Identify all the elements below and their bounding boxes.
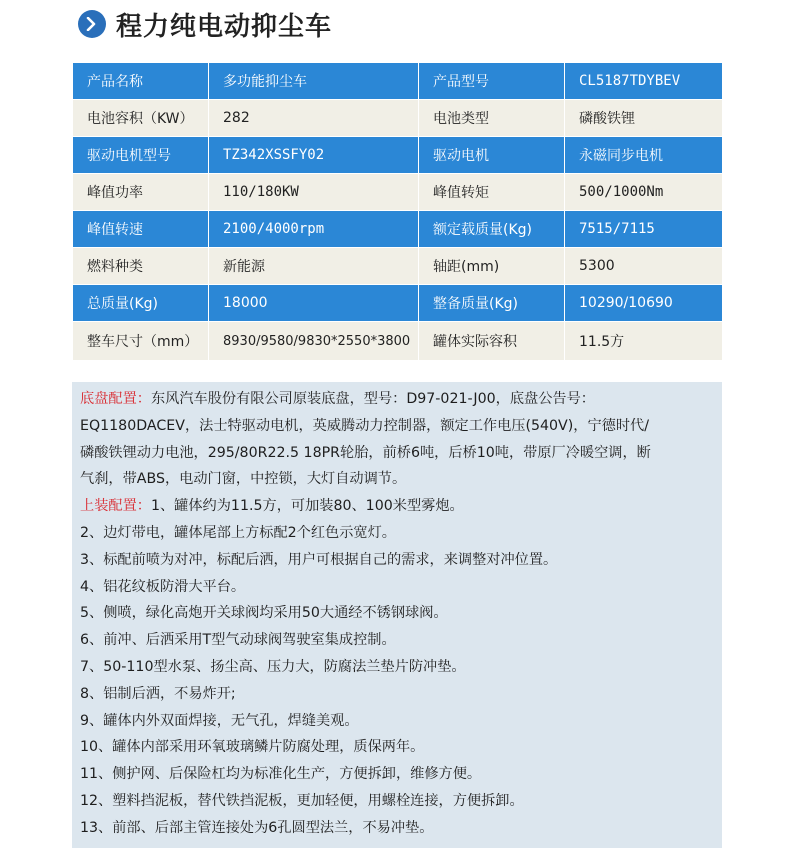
spec-key: 总质量(Kg) xyxy=(73,285,209,322)
spec-value: 8930/9580/9830*2550*3800 xyxy=(209,322,419,361)
upper-item: 11、侧护网、后保险杠均为标准化生产，方便拆卸，维修方便。 xyxy=(80,766,482,783)
spec-row xyxy=(73,248,723,285)
spec-key: 轴距(mm) xyxy=(419,248,565,285)
spec-value: 282 xyxy=(209,100,419,137)
upper-item: 5、侧喷，绿化高炮开关球阀均采用50大通经不锈钢球阀。 xyxy=(80,605,448,622)
spec-key: 产品型号 xyxy=(419,63,565,100)
spec-row xyxy=(73,63,723,100)
spec-value: 110/180KW xyxy=(209,174,419,211)
spec-key: 额定载质量(Kg) xyxy=(419,211,565,248)
spec-key: 整车尺寸（mm） xyxy=(73,322,209,361)
spec-key: 驱动电机 xyxy=(419,137,565,174)
page-header xyxy=(78,6,332,42)
config-notes xyxy=(72,382,722,848)
spec-value: 5300 xyxy=(565,248,723,285)
spec-value: CL5187TDYBEV xyxy=(565,63,723,100)
spec-value: TZ342XSSFY02 xyxy=(209,137,419,174)
upper-item: 4、铝花纹板防滑大平台。 xyxy=(80,578,246,595)
spec-key: 峰值功率 xyxy=(73,174,209,211)
spec-value: 2100/4000rpm xyxy=(209,211,419,248)
upper-item: 13、前部、后部主管连接处为6孔圆型法兰，不易冲垫。 xyxy=(80,819,434,836)
spec-row xyxy=(73,137,723,174)
chassis-line: 磷酸铁锂动力电池，295/80R22.5 18PR轮胎，前桥6吨，后桥10吨，带原厂冷暖空调，断 xyxy=(80,444,651,461)
spec-value: 11.5方 xyxy=(565,322,723,361)
spec-row xyxy=(73,322,723,361)
spec-key: 燃料种类 xyxy=(73,248,209,285)
spec-table xyxy=(72,62,723,361)
spec-value: 10290/10690 xyxy=(565,285,723,322)
spec-value: 新能源 xyxy=(209,248,419,285)
spec-key: 整备质量(Kg) xyxy=(419,285,565,322)
chevron-right-icon xyxy=(78,10,106,38)
upper-item: 上装配置：1、罐体约为11.5方，可加装80、100米型雾炮。 xyxy=(80,498,464,515)
spec-key: 电池容积（KW） xyxy=(73,100,209,137)
upper-item: 8、铝制后洒，不易炸开; xyxy=(80,685,236,702)
spec-value: 多功能抑尘车 xyxy=(209,63,419,100)
spec-key: 峰值转矩 xyxy=(419,174,565,211)
spec-key: 驱动电机型号 xyxy=(73,137,209,174)
spec-row xyxy=(73,100,723,137)
chassis-line: 底盘配置：东风汽车股份有限公司原装底盘，型号：D97-021-J00，底盘公告号： xyxy=(80,391,595,407)
upper-item: 2、边灯带电，罐体尾部上方标配2个红色示宽灯。 xyxy=(80,524,396,541)
upper-item: 10、罐体内部采用环氧玻璃鳞片防腐处理，质保两年。 xyxy=(80,739,425,756)
upper-item: 12、塑料挡泥板，替代铁挡泥板，更加轻便，用螺栓连接，方便拆卸。 xyxy=(80,792,524,809)
chassis-label: 底盘配置： xyxy=(80,391,151,407)
spec-value: 18000 xyxy=(209,285,419,322)
spec-key: 罐体实际容积 xyxy=(419,322,565,361)
spec-value: 磷酸铁锂 xyxy=(565,100,723,137)
spec-row xyxy=(73,211,723,248)
spec-row xyxy=(73,174,723,211)
spec-value: 500/1000Nm xyxy=(565,174,723,211)
spec-row xyxy=(73,285,723,322)
chassis-line: 气刹，带ABS，电动门窗，中控锁，大灯自动调节。 xyxy=(80,471,407,488)
spec-key: 产品名称 xyxy=(73,63,209,100)
spec-key: 峰值转速 xyxy=(73,211,209,248)
page-title: 程力纯电动抑尘车 xyxy=(116,11,333,42)
upper-item: 3、标配前喷为对冲，标配后洒，用户可根据自己的需求，来调整对冲位置。 xyxy=(80,551,558,568)
chassis-line: EQ1180DACEV，法士特驱动电机，英威腾动力控制器，额定工作电压(540V)，宁德时代/ xyxy=(80,417,650,434)
spec-value: 7515/7115 xyxy=(565,211,723,248)
upper-item: 6、前冲、后洒采用T型气动球阀驾驶室集成控制。 xyxy=(80,632,396,649)
spec-key: 电池类型 xyxy=(419,100,565,137)
spec-value: 永磁同步电机 xyxy=(565,137,723,174)
upper-item: 7、50-110型水泵、扬尘高、压力大，防腐法兰垫片防冲垫。 xyxy=(80,658,466,675)
upper-item: 9、罐体内外双面焊接，无气孔，焊缝美观。 xyxy=(80,712,359,729)
upper-label: 上装配置： xyxy=(80,498,151,515)
